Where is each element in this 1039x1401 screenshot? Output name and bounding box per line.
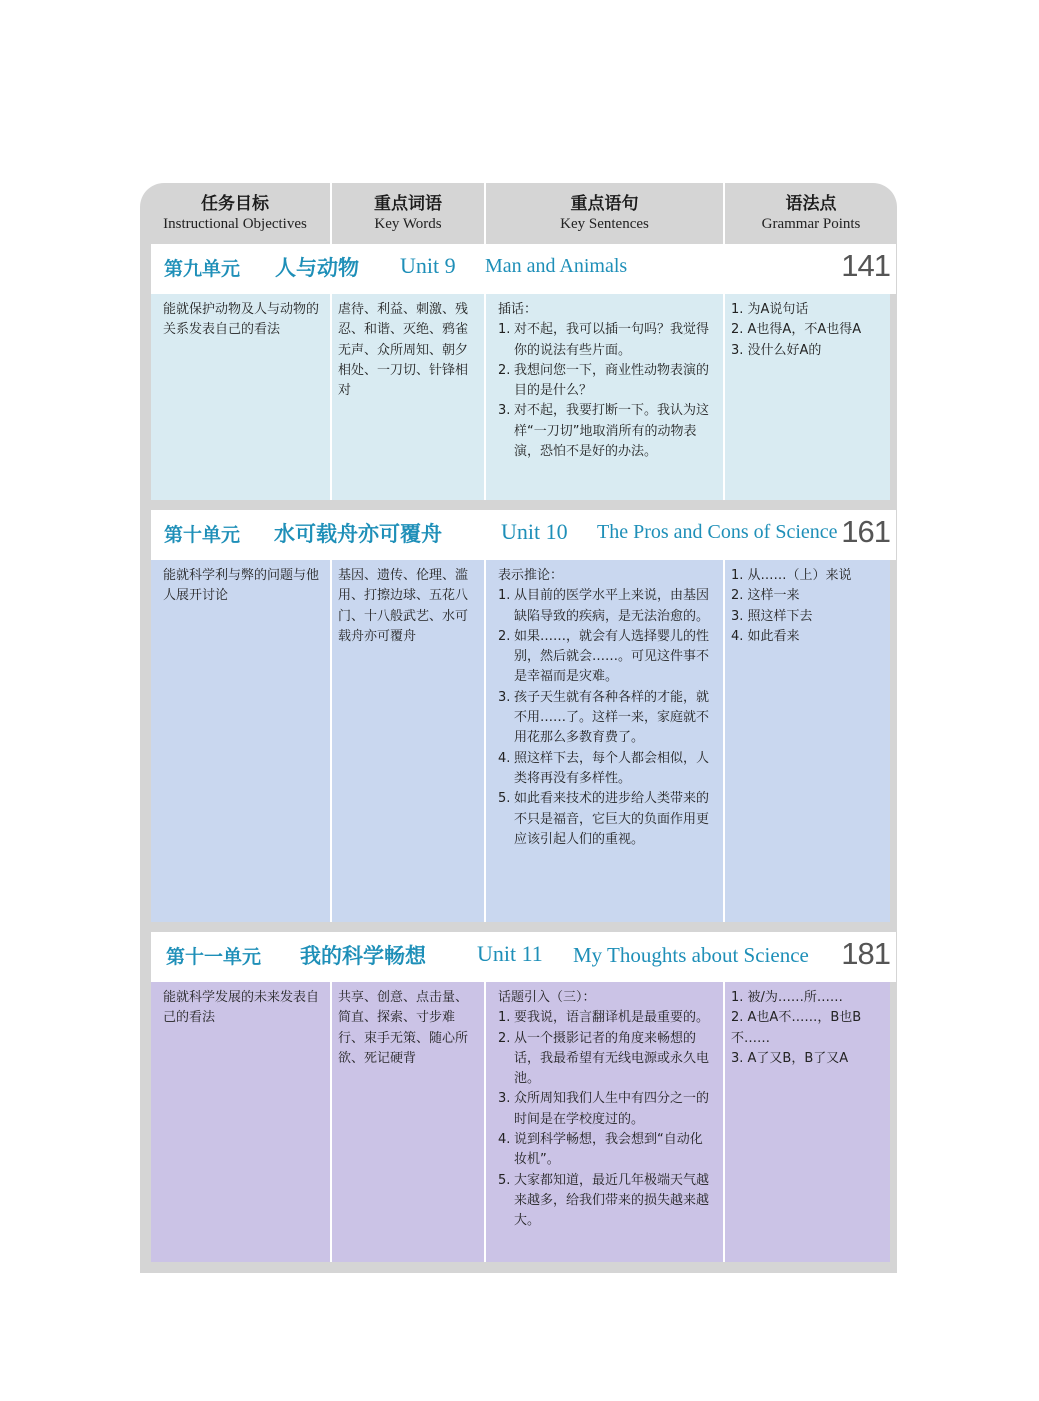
unit-9-sentences-cell xyxy=(486,294,723,500)
unit-9-en-unit: Unit 9 xyxy=(400,253,456,278)
unit-11-number: 第十一单元 xyxy=(166,946,262,968)
grammar-point: 2. A也A不……，B也B不…… xyxy=(731,1010,862,1046)
unit-11-en-title: My Thoughts about Science xyxy=(573,943,809,967)
unit-11-zh-title: 我的科学畅想 xyxy=(300,943,426,968)
unit-11-section xyxy=(151,982,890,1262)
unit-9-number: 第九单元 xyxy=(164,258,241,280)
header-divider xyxy=(484,183,486,244)
list-item: 1. 从目前的医学水平上来说，由基因缺陷导致的疾病，是无法治愈的。 xyxy=(498,588,710,624)
list-item: 4. 照这样下去，每个人都会相似，人类将再没有多样性。 xyxy=(498,750,710,786)
list-item: 3. 孩子天生就有各种各样的才能，就不用……了。这样一来，家庭就不用花那么多教育费了。 xyxy=(498,689,710,746)
unit-10-section xyxy=(151,560,890,922)
header-key-words-zh: 重点词语 xyxy=(374,194,442,214)
unit-9-key-words: 虐待、利益、刺激、残忍、和谐、灭绝、鸦雀无声、众所周知、朝夕相处、一刀切、针锋相对 xyxy=(338,302,469,399)
header-key-sentences-en: Key Sentences xyxy=(560,216,649,232)
unit-9-band xyxy=(151,244,896,294)
unit-11-en-unit: Unit 11 xyxy=(477,941,543,966)
header-key-sentences xyxy=(486,183,723,244)
unit-11-sentences-cell xyxy=(486,982,723,1262)
unit-9-zh-title: 人与动物 xyxy=(275,255,359,280)
list-item: 2. 从一个摄影记者的角度来畅想的话，我最希望有无线电源或永久电池。 xyxy=(498,1030,710,1087)
header-grammar-points xyxy=(725,183,897,244)
grammar-point: 2. A也得A，不A也得A xyxy=(731,322,862,338)
unit-10-band xyxy=(151,510,896,560)
unit-10-number: 第十单元 xyxy=(164,524,241,546)
unit-10-en-unit: Unit 10 xyxy=(501,519,568,544)
header-divider xyxy=(723,183,725,244)
unit-11-key-words: 共享、创意、点击量、简直、探索、寸步难行、束手无策、随心所欲、死记硬背 xyxy=(338,990,469,1066)
header-objectives-en: Instructional Objectives xyxy=(163,216,307,232)
unit-9-en-title: Man and Animals xyxy=(485,255,628,277)
unit-9-objectives: 能就保护动物及人与动物的关系发表自己的看法 xyxy=(163,302,320,338)
unit-10-grammar-cell xyxy=(725,560,890,922)
unit-9-key-words-cell xyxy=(332,294,484,500)
header-key-sentences-zh: 重点语句 xyxy=(570,194,639,214)
unit-10-en-title: The Pros and Cons of Science xyxy=(597,521,838,543)
unit-9-sentences-label: 插话： xyxy=(498,302,538,317)
list-item: 2. 如果……，就会有人选择婴儿的性别，然后就会……。可见这件事不是幸福而是灾难。 xyxy=(498,628,710,685)
grammar-point: 4. 如此看来 xyxy=(731,628,800,644)
header-objectives xyxy=(140,183,330,244)
header-grammar-points-en: Grammar Points xyxy=(761,216,861,232)
unit-9-section xyxy=(151,294,890,500)
header-grammar-points-zh: 语法点 xyxy=(785,194,837,214)
list-item: 2. 我想问您一下，商业性动物表演的目的是什么？ xyxy=(498,362,710,399)
list-item: 1. 要我说，语言翻译机是最重要的。 xyxy=(498,1010,710,1026)
unit-10-sentences-cell xyxy=(486,560,723,922)
unit-11-band xyxy=(151,932,896,982)
unit-9-page-number: 141 xyxy=(841,248,890,283)
grammar-point: 3. A了又B，B了又A xyxy=(731,1050,849,1066)
unit-11-objectives-cell xyxy=(151,982,330,1262)
list-item: 4. 说到科学畅想，我会想到“自动化妆机”。 xyxy=(498,1132,703,1168)
header-objectives-zh: 任务目标 xyxy=(201,194,269,214)
unit-10-objectives: 能就科学利与弊的问题与他人展开讨论 xyxy=(163,568,320,604)
unit-11-page-number: 181 xyxy=(841,936,890,971)
grammar-point: 1. 被/为……所…… xyxy=(731,990,843,1005)
grammar-point: 3. 照这样下去 xyxy=(731,608,813,624)
unit-10-key-words-cell xyxy=(332,560,484,922)
unit-10-sentences-label: 表示推论： xyxy=(498,568,564,583)
list-item: 5. 如此看来技术的进步给人类带来的不只是福音，它巨大的负面作用更应该引起人们的重视。 xyxy=(498,791,710,847)
header-key-words xyxy=(332,183,484,244)
grammar-point: 2. 这样一来 xyxy=(731,588,800,604)
unit-9-grammar-cell xyxy=(725,294,890,500)
unit-10-page-number: 161 xyxy=(841,514,890,549)
header-divider xyxy=(330,183,332,244)
unit-9-objectives-cell xyxy=(151,294,330,500)
unit-11-objectives: 能就科学发展的未来发表自己的看法 xyxy=(163,990,320,1026)
lesson-overview-table xyxy=(140,183,897,1273)
grammar-point: 1. 为A说句话 xyxy=(731,302,809,317)
unit-10-key-words: 基因、遗传、伦理、滥用、打擦边球、五花八门、十八般武艺、水可载舟亦可覆舟 xyxy=(338,568,469,644)
list-item: 3. 对不起，我要打断一下。我认为这样“一刀切”地取消所有的动物表演，恐怕不是好的办法。 xyxy=(498,403,710,460)
unit-11-key-words-cell xyxy=(332,982,484,1262)
unit-11-sentences-label: 话题引入（三）： xyxy=(498,990,596,1005)
grammar-point: 1. 从……（上）来说 xyxy=(731,568,852,583)
unit-10-objectives-cell xyxy=(151,560,330,922)
grammar-point: 3. 没什么好A的 xyxy=(731,342,822,358)
unit-11-grammar-cell xyxy=(725,982,890,1262)
header-key-words-en: Key Words xyxy=(374,216,442,232)
list-item: 5. 大家都知道，最近几年极端天气越来越多，给我们带来的损失越来越大。 xyxy=(498,1172,710,1229)
unit-10-zh-title: 水可载舟亦可覆舟 xyxy=(274,521,442,546)
list-item: 3. 众所周知我们人生中有四分之一的时间是在学校度过的。 xyxy=(498,1091,710,1127)
list-item: 1. 对不起，我可以插一句吗？我觉得你的说法有些片面。 xyxy=(498,322,710,358)
